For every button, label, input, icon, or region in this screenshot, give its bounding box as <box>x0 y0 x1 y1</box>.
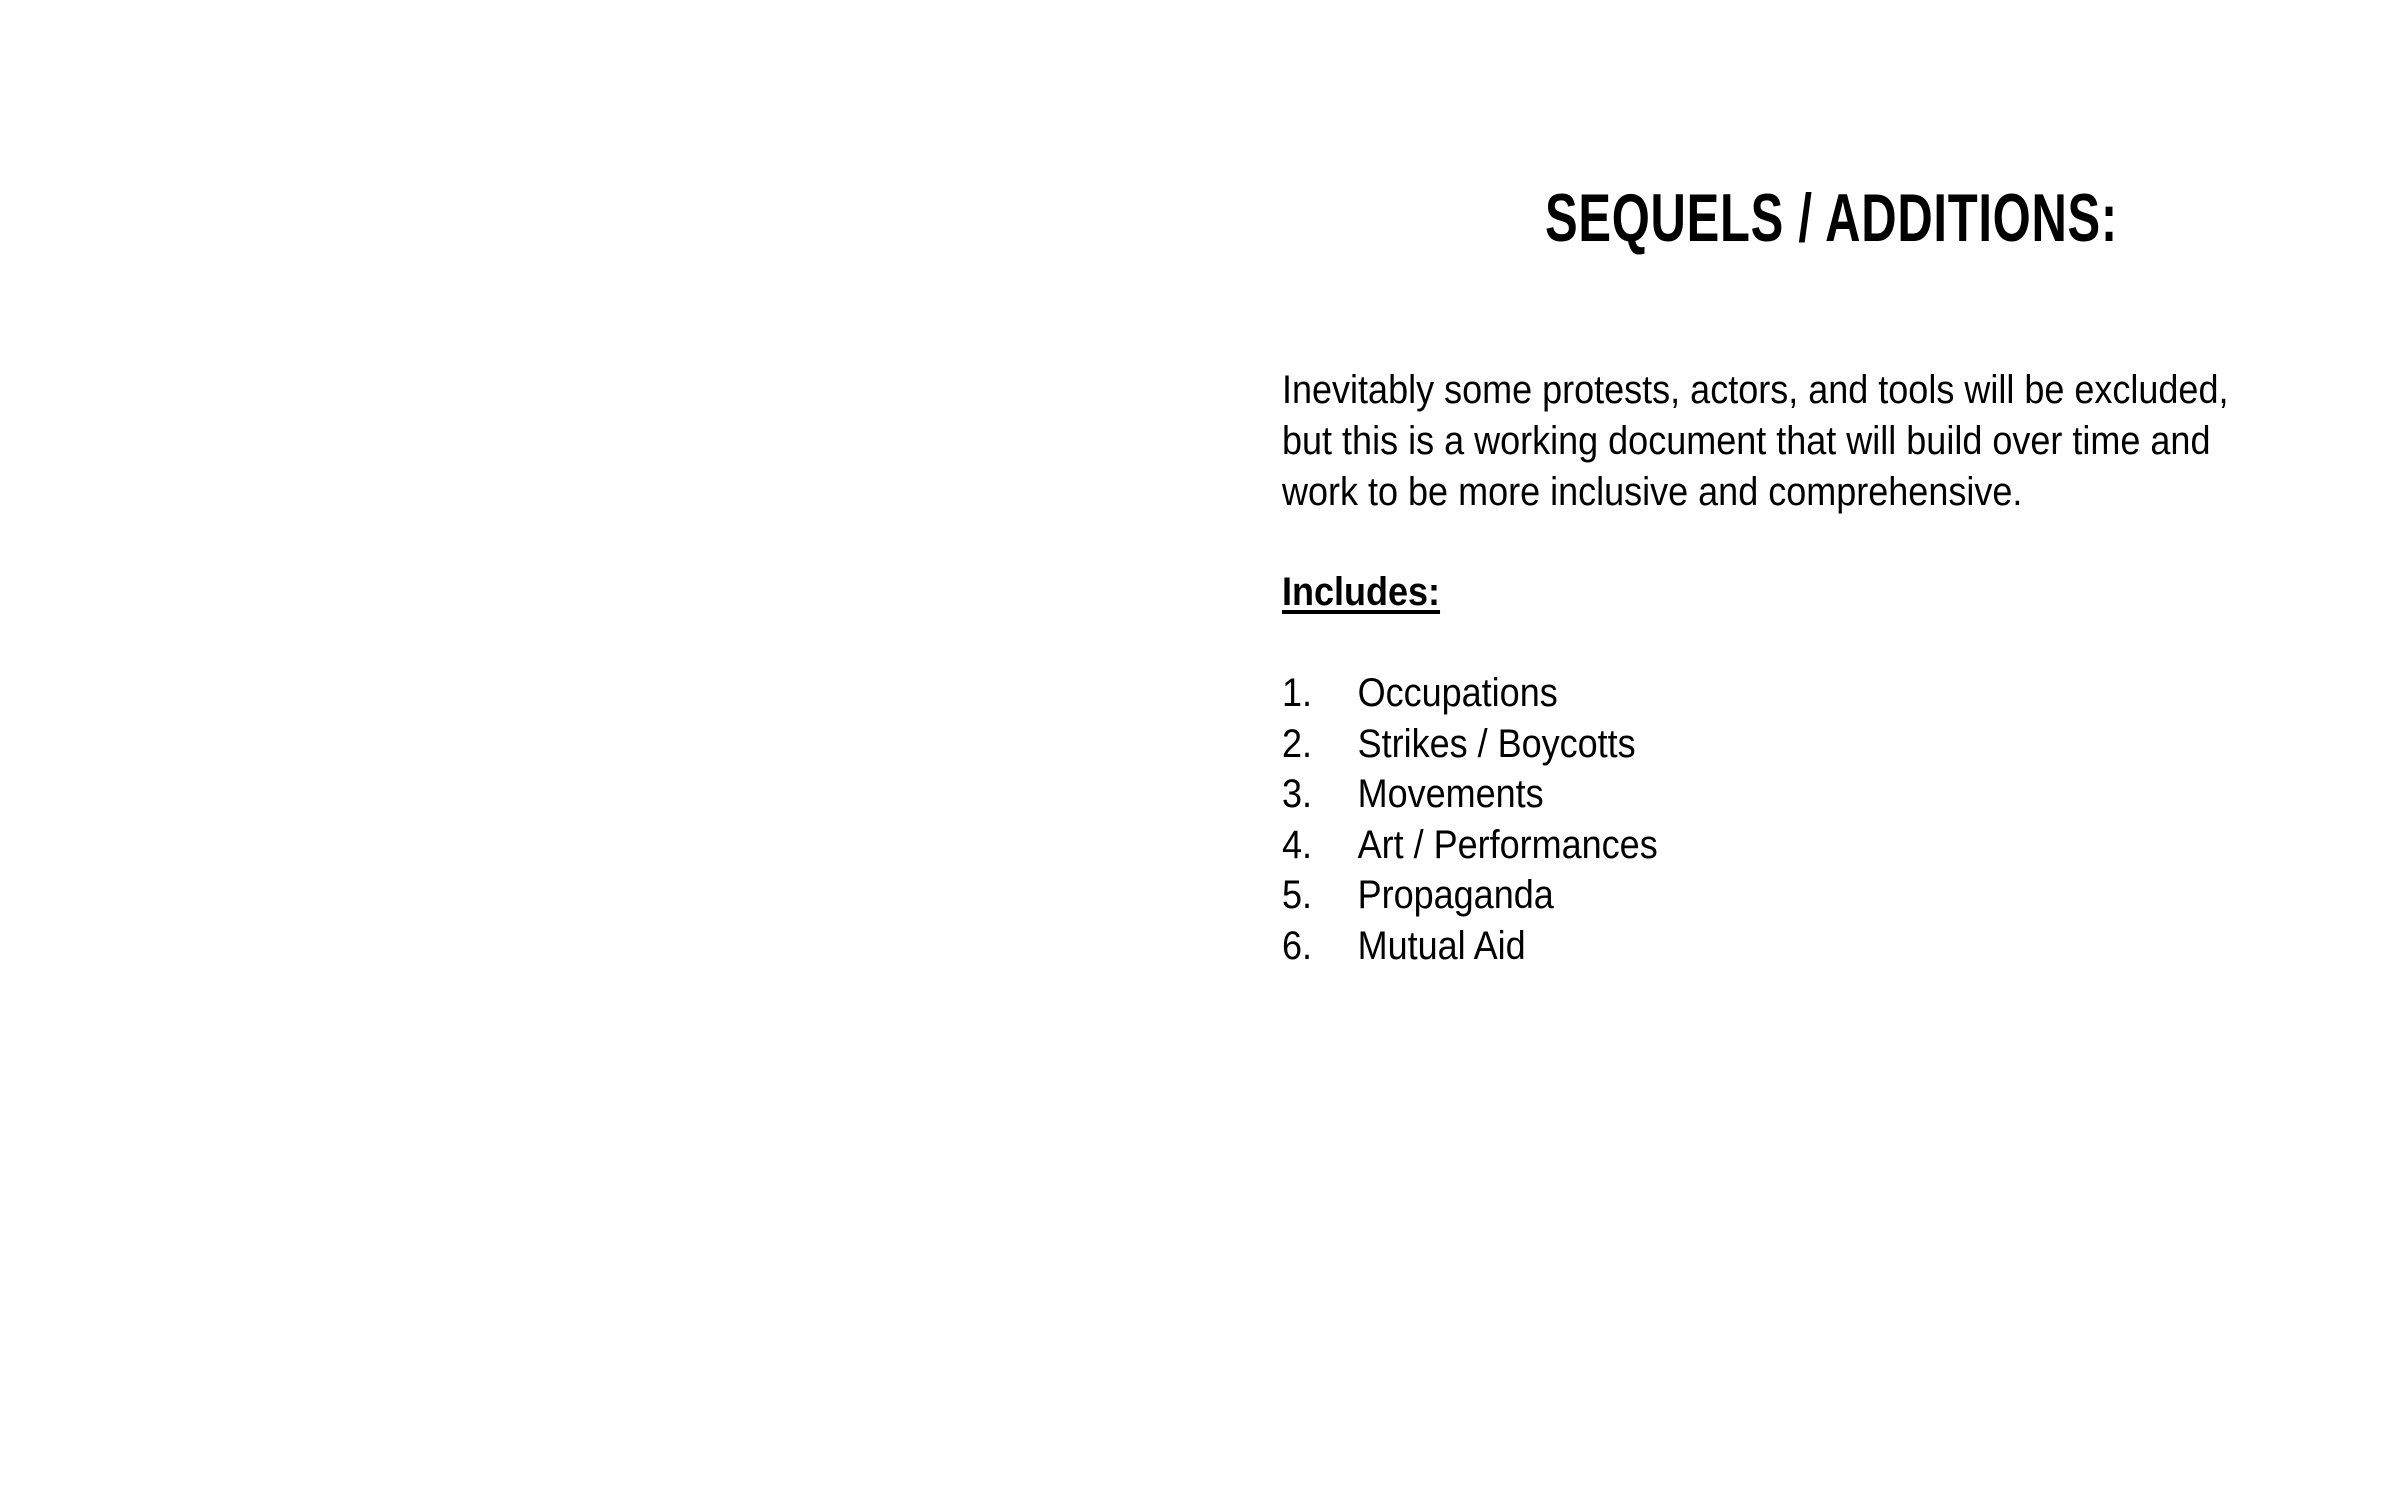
list-item-label: Movements <box>1357 772 1544 816</box>
list-item-number: 3. <box>1282 772 1313 816</box>
list-item-number: 1. <box>1282 671 1313 715</box>
includes-heading: Includes: <box>1282 570 1441 614</box>
page-title: SEQUELS / ADDITIONS: <box>1545 180 2118 256</box>
list-item-number: 2. <box>1282 721 1313 766</box>
list-item-label: Mutual Aid <box>1357 923 1526 968</box>
list-item <box>1282 820 1658 871</box>
list-item-number: 4. <box>1282 822 1313 867</box>
list-item <box>1282 668 1658 719</box>
right-page <box>1200 0 2400 1500</box>
list-item-label: Propaganda <box>1357 873 1554 917</box>
list-item <box>1282 870 1658 921</box>
list-item <box>1282 769 1658 820</box>
list-item-label: Occupations <box>1357 671 1558 715</box>
list-item-number: 5. <box>1282 873 1313 917</box>
list-item <box>1282 921 1658 972</box>
list-item-number: 6. <box>1282 923 1313 968</box>
list-item-label: Strikes / Boycotts <box>1357 721 1636 766</box>
includes-list <box>1282 668 1658 971</box>
list-item <box>1282 719 1658 770</box>
list-item-label: Art / Performances <box>1357 822 1658 867</box>
intro-paragraph: Inevitably some protests, actors, and tools will be excluded, but this is a working document that will build over time and work to be more inclusive and comprehensive. <box>1282 368 2229 514</box>
